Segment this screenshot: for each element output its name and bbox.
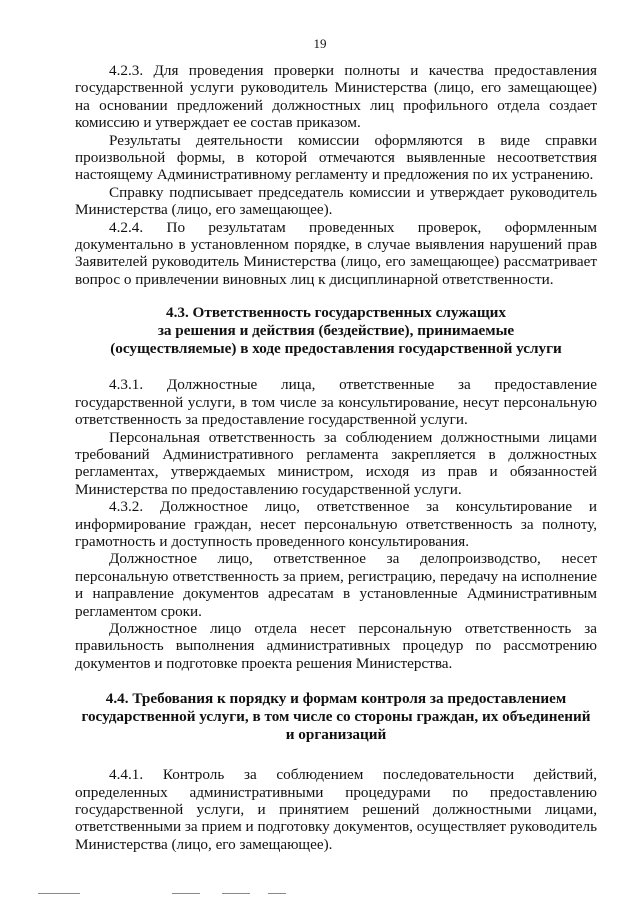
scan-mark xyxy=(222,893,250,894)
paragraph-personal-responsibility: Персональная ответственность за соблюдением должностными лицами требований Административного регламента закрепляется в должностных регламентах, утверждаемых министром, исходя из прав и обязанностей Министерства по предоставлению государственной услуги. xyxy=(75,428,597,498)
footer-scan-marks xyxy=(0,893,640,897)
section-heading-4-3 xyxy=(75,304,597,358)
scan-mark xyxy=(268,893,286,894)
paragraph-department-officer: Должностное лицо отдела несет персональную ответственность за правильность выполнения административных процедур по рассмотрению документов и подготовке проекта решения Министерства. xyxy=(75,619,597,672)
paragraph-4-3-1: 4.3.1. Должностные лица, ответственные за предоставление государственной услуги, в том числе за консультирование, несут персональную ответственность за предоставление государственной услуги. xyxy=(75,376,597,429)
paragraph-4-2-4: 4.2.4. По результатам проведенных проверок, оформленным документально в установленном порядке, в случае выявления нарушений прав Заявителей руководитель Министерства (лицо, его замещающее) рассматривает вопрос о привлечении виновных лиц к дисциплинарной ответственности. xyxy=(75,218,597,288)
paragraph-certificate-signing: Справку подписывает председатель комиссии и утверждает руководитель Министерства (лицо, его замещающее). xyxy=(75,183,597,219)
paragraph-4-3-2: 4.3.2. Должностное лицо, ответственное за консультирование и информирование граждан, несет персональную ответственность за полноту, грамотность и доступность проведенного консультирования. xyxy=(75,498,597,550)
section-heading-4-4 xyxy=(75,690,597,744)
heading-line: 4.3. Ответственность государственных служащих xyxy=(165,304,507,322)
paragraph-4-2-3: 4.2.3. Для проведения проверки полноты и качества предоставления государственной услуги руководитель Министерства (лицо, его замещающее) на основании предложений должностных лиц профильного отдела создает комиссию и утверждает ее состав приказом. xyxy=(75,62,597,132)
paragraph-4-4-1: 4.4.1. Контроль за соблюдением последовательности действий, определенных административными процедурами по предоставлению государственной услуги, и принятием решений должностными лицами, ответственными за прием и подготовку документов, осуществляет руководитель Министерства (лицо, его замещающее). xyxy=(75,766,597,853)
heading-line: и организаций xyxy=(285,726,387,744)
page-body xyxy=(75,62,597,853)
paragraph-commission-results: Результаты деятельности комиссии оформляются в виде справки произвольной формы, в которой отмечаются выявленные несоответствия настоящему Административному регламенту и предложения по их устранению. xyxy=(75,131,597,184)
scan-mark xyxy=(172,893,200,894)
paragraph-records-officer: Должностное лицо, ответственное за делопроизводство, несет персональную ответственность за прием, регистрацию, передачу на исполнение и направление документов адресатам в установленные Административным регламентом сроки. xyxy=(75,550,597,620)
page-number: 19 xyxy=(313,36,327,51)
scan-mark xyxy=(38,893,80,894)
heading-line: (осуществляемые) в ходе предоставления государственной услуги xyxy=(110,340,562,358)
heading-line: 4.4. Требования к порядку и формам контроля за предоставлением xyxy=(105,690,567,708)
heading-line: за решения и действия (бездействие), принимаемые xyxy=(157,322,515,340)
heading-line: государственной услуги, в том числе со стороны граждан, их объединений xyxy=(81,708,591,726)
